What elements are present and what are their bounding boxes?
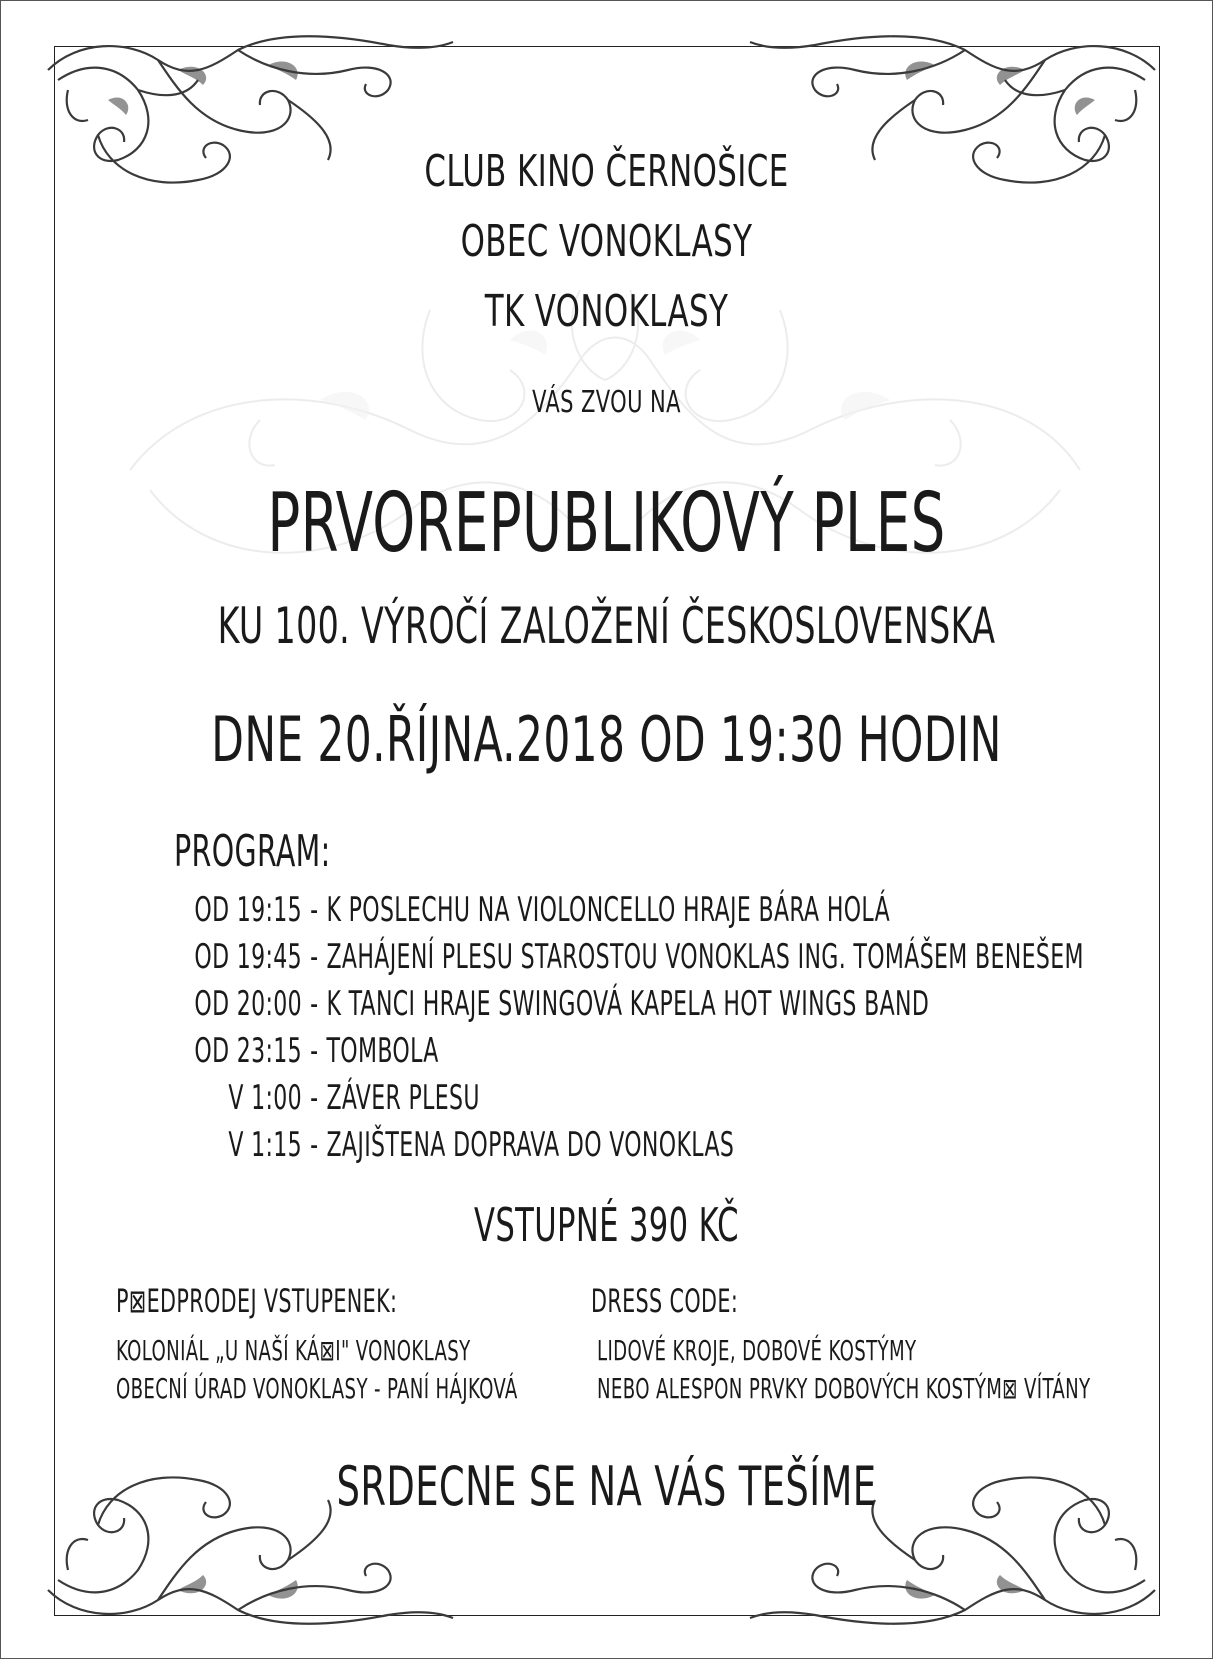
- program-item: OD 19:15 - K POSLECHU NA VIOLONCELLO HRAJE BÁRA HOLÁ: [194, 890, 891, 930]
- program-text: ZAJIŠTENA DOPRAVA DO VONOKLAS: [326, 1125, 735, 1165]
- program-time: V 1:15: [228, 1125, 302, 1165]
- program-item: OD 20:00 - K TANCI HRAJE SWINGOVÁ KAPELA HOT WINGS BAND: [194, 984, 930, 1024]
- program-text: ZAHÁJENÍ PLESU STAROSTOU VONOKLAS ING. TOMÁŠEM BENEŠEM: [326, 937, 1084, 977]
- program-time: OD 23:15: [194, 1031, 302, 1071]
- program-time: OD 19:15: [194, 890, 302, 930]
- program-text: K TANCI HRAJE SWINGOVÁ KAPELA HOT WINGS BAND: [326, 984, 930, 1024]
- program-text: K POSLECHU NA VIOLONCELLO HRAJE BÁRA HOLÁ: [326, 890, 891, 930]
- dress-code-line-1: LIDOVÉ KROJE, DOBOVÉ KOSTÝMY: [597, 1334, 917, 1367]
- dress-code-line-2: NEBO ALESPON PRVKY DOBOVÝCH KOSTÝM⊠ VÍTÁNY: [597, 1372, 1091, 1405]
- program-list: [194, 890, 1213, 1172]
- presale-location-2: OBECNÍ ÚRAD VONOKLASY - PANÍ HÁJKOVÁ: [116, 1372, 518, 1405]
- program-item: OD 19:45 - ZAHÁJENÍ PLESU STAROSTOU VONOKLAS ING. TOMÁŠEM BENEŠEM: [194, 937, 1084, 977]
- event-date: DNE 20.ŘÍJNA.2018 OD 19:30 HODIN: [211, 703, 1002, 776]
- program-item: OD 23:15 - TOMBOLA: [194, 1031, 439, 1071]
- invite-text: VÁS ZVOU NA: [532, 385, 681, 420]
- program-text: ZÁVER PLESU: [326, 1078, 480, 1118]
- organizer-line-2: OBEC VONOKLASY: [460, 216, 753, 267]
- event-subtitle: KU 100. VÝROČÍ ZALOŽENÍ ČESKOSLOVENSKA: [217, 597, 996, 655]
- presale-heading: P⊠EDPRODEJ VSTUPENEK:: [116, 1282, 398, 1320]
- dress-code-section: [591, 1282, 1213, 1410]
- program-text: TOMBOLA: [326, 1031, 439, 1071]
- program-heading: PROGRAM:: [174, 826, 331, 877]
- presale-location-1: KOLONIÁL „U NAŠÍ KÁ⊠I" VONOKLASY: [116, 1334, 471, 1367]
- program-time: V 1:00: [228, 1078, 302, 1118]
- organizer-line-1: CLUB KINO ČERNOŠICE: [424, 146, 789, 197]
- dress-code-heading: DRESS CODE:: [591, 1282, 739, 1320]
- closing-greeting: SRDECNE SE NA VÁS TEŠÍME: [336, 1455, 877, 1518]
- program-time: OD 20:00: [194, 984, 302, 1024]
- program-item: V 1:15 - ZAJIŠTENA DOPRAVA DO VONOKLAS: [194, 1125, 1084, 1172]
- program-item: V 1:00 - ZÁVER PLESU: [194, 1078, 1084, 1125]
- program-time: OD 19:45: [194, 937, 302, 977]
- organizer-line-3: TK VONOKLASY: [484, 286, 729, 337]
- entry-price: VSTUPNÉ 390 KČ: [474, 1198, 739, 1252]
- event-title: PRVOREPUBLIKOVÝ PLES: [267, 476, 946, 571]
